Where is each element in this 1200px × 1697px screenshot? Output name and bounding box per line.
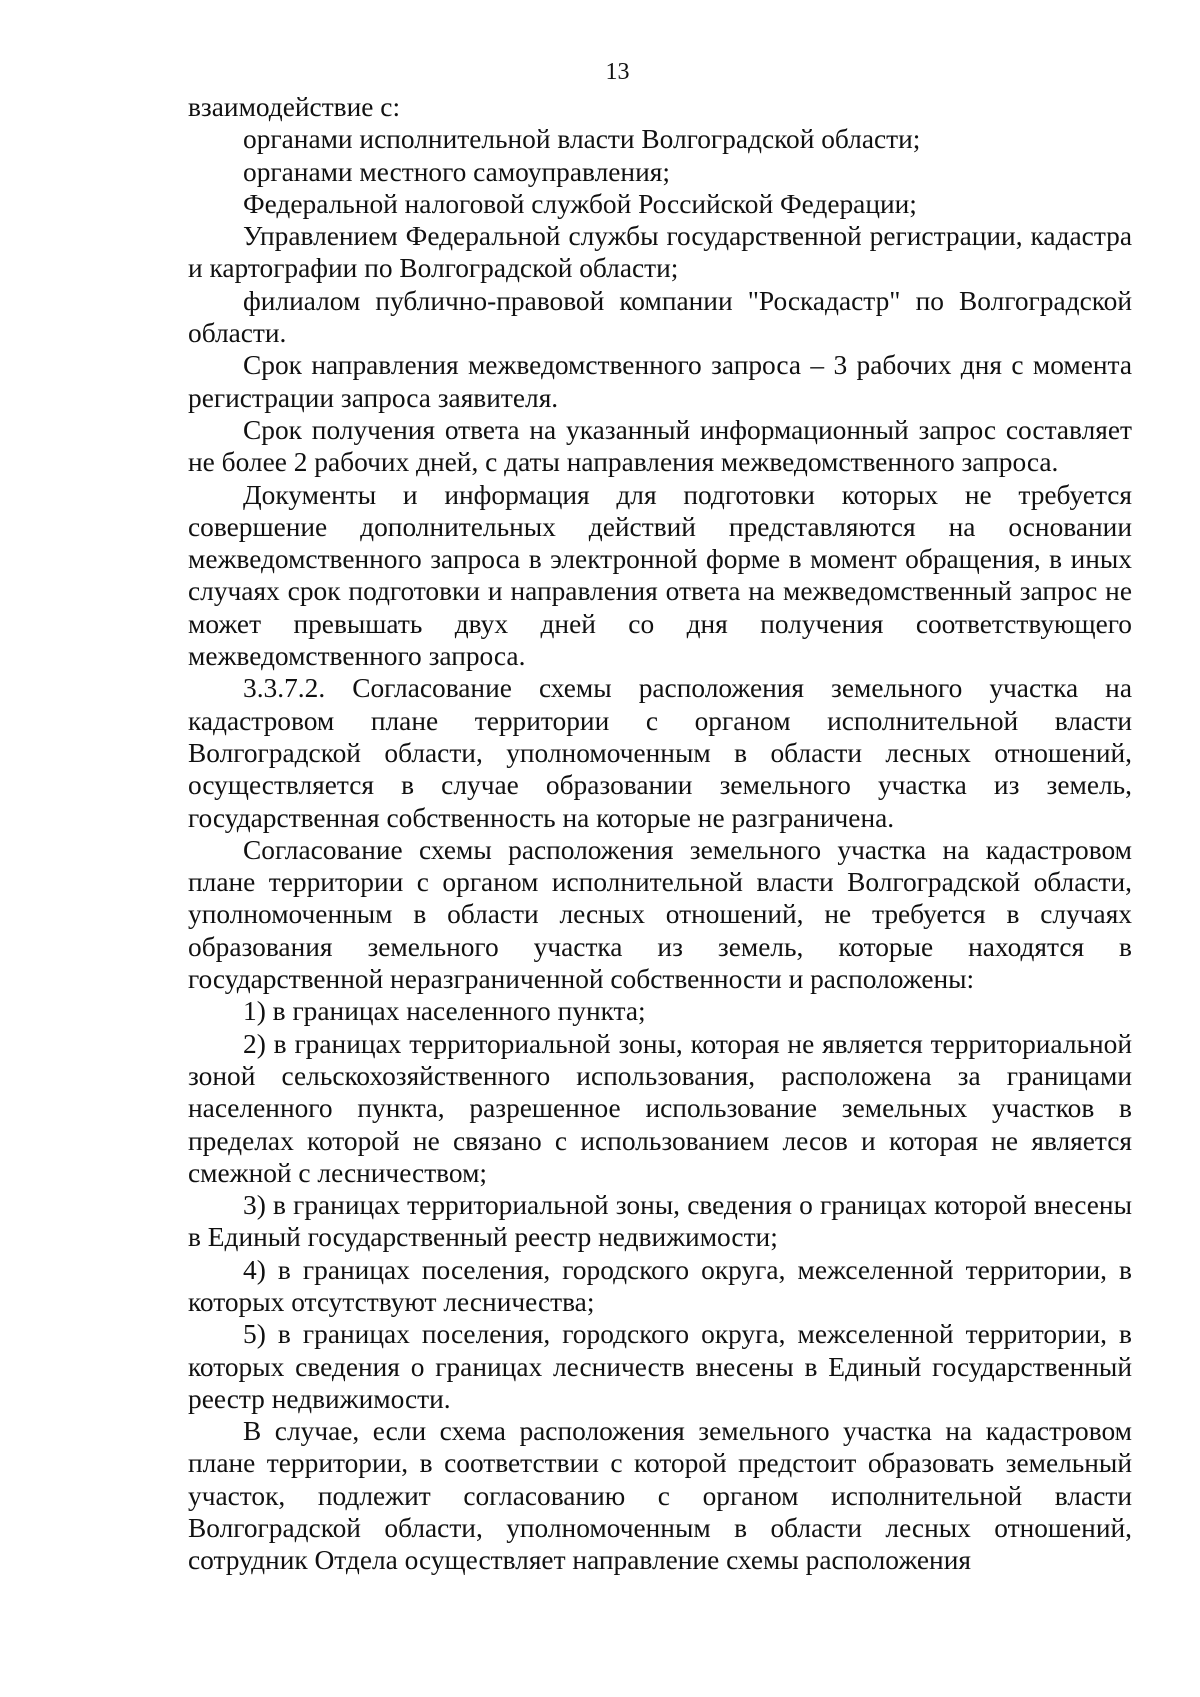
paragraph: 3) в границах территориальной зоны, сведения о границах которой внесены в Единый государственный реестр недвижимости; <box>188 1190 1132 1253</box>
paragraph: Федеральной налоговой службой Российской Федерации; <box>243 188 917 219</box>
paragraph: В случае, если схема расположения земельного участка на кадастровом плане территории, в соответствии с которой предстоит образовать земельный участок, подлежит согласованию с органом исполнительной власти Волгоградской области, уполномоченным в области лесных отношений, сотрудник Отдела осуществляет направление схемы расположения <box>188 1416 1132 1576</box>
paragraph: Управлением Федеральной службы государственной регистрации, кадастра и картографии по Волгоградской области; <box>188 221 1132 284</box>
paragraph: органами исполнительной власти Волгоградской области; <box>243 124 921 155</box>
paragraph: органами местного самоуправления; <box>243 156 670 187</box>
paragraph: 5) в границах поселения, городского округа, межселенной территории, в которых сведения о границах лесничеств внесены в Единый государственный реестр недвижимости. <box>188 1319 1132 1414</box>
paragraph: филиалом публично-правовой компании "Роскадастр" по Волгоградской области. <box>188 285 1132 349</box>
paragraph: Согласование схемы расположения земельного участка на кадастровом плане территории с органом исполнительной власти Волгоградской области, уполномоченным в области лесных отношений, не требуется в случаях образования земельного участка из земель, которые находятся в государственной неразграниченной собственности и расположены: <box>188 834 1132 995</box>
paragraph: Документы и информация для подготовки которых не требуется совершение дополнительных действий представляются на основании межведомственного запроса в электронной форме в момент обращения, в иных случаях срок подготовки и направления ответа на межведомственный запрос не может превышать двух дней со дня получения соответствующего межведомственного запроса. <box>188 479 1132 672</box>
paragraph: Срок направления межведомственного запроса – 3 рабочих дня с момента регистрации запроса заявителя. <box>188 350 1132 413</box>
paragraph: Срок получения ответа на указанный информационный запрос составляет не более 2 рабочих дней, с даты направления межведомственного запроса. <box>188 414 1132 478</box>
paragraph: 1) в границах населенного пункта; <box>243 996 646 1027</box>
document-body <box>188 91 1132 1577</box>
paragraph: 3.3.7.2. Согласование схемы расположения земельного участка на кадастровом плане территории с органом исполнительной власти Волгоградской области, уполномоченным в области лесных отношений, осуществляется в случае образовании земельного участка из земель, государственная собственность на которые не разграничена. <box>188 673 1132 833</box>
paragraph: 2) в границах территориальной зоны, которая не является территориальной зоной сельскохозяйственного использования, расположена за границами населенного пункта, разрешенное использование земельных участков в пределах которой не связано с использованием лесов и которая не является смежной с лесничеством; <box>188 1028 1132 1188</box>
page-number: 13 <box>605 59 630 85</box>
paragraph: 4) в границах поселения, городского округа, межселенной территории, в которых отсутствуют лесничества; <box>188 1254 1132 1317</box>
paragraph: взаимодействие с: <box>188 92 401 122</box>
